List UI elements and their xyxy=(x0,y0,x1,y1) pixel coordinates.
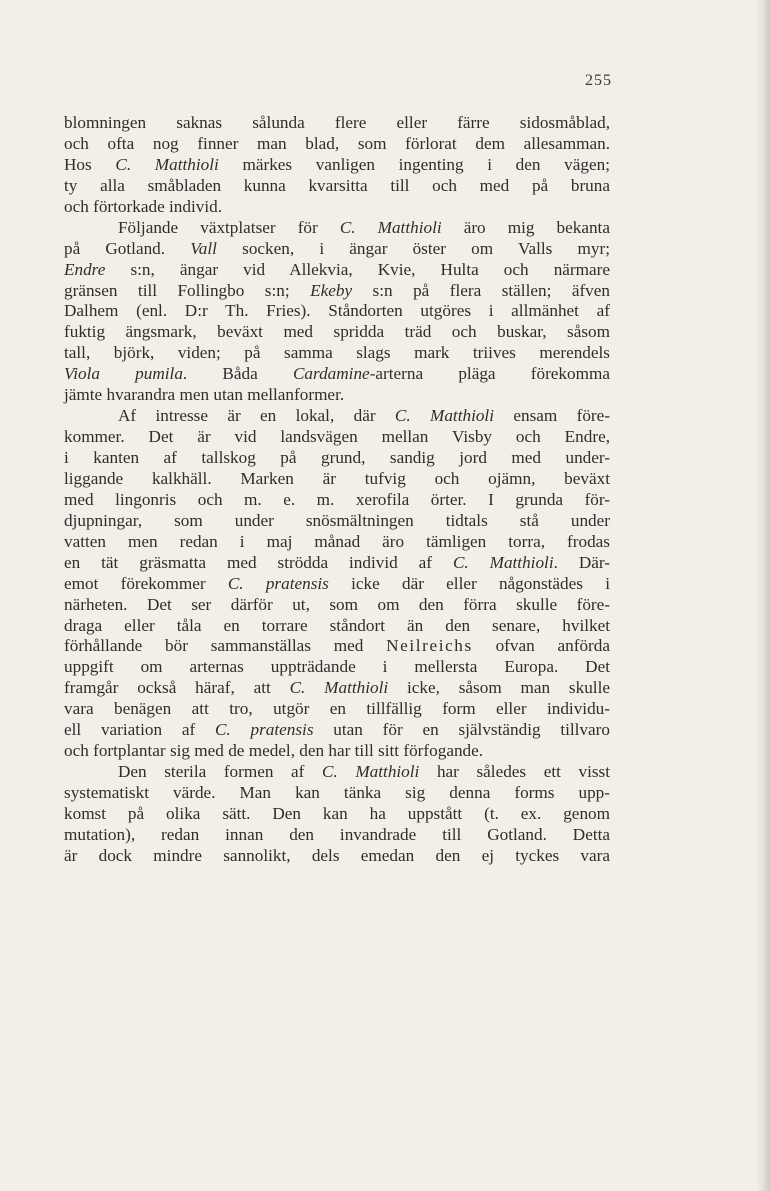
text-line xyxy=(64,239,610,260)
text-line xyxy=(64,490,610,511)
text-run: uppgift om arternas uppträdande i mellersta Europa. Det xyxy=(64,657,610,677)
text-run: komst på olika sätt. Den kan ha uppstått (t. ex. genom xyxy=(64,803,610,823)
text-run: Hos xyxy=(64,154,116,174)
text-line xyxy=(64,322,610,343)
text-line xyxy=(64,574,610,595)
text-run: ensam före- xyxy=(494,406,610,426)
text-run: närheten. Det ser därför ut, som om den förra skulle före- xyxy=(64,594,610,614)
spaced-name: Neilreichs xyxy=(386,636,473,656)
text-run: på Gotland. xyxy=(64,238,191,258)
text-line xyxy=(64,699,610,720)
page-edge-shadow xyxy=(756,0,770,1191)
text-run: gränsen till Follingbo s:n; xyxy=(64,280,311,300)
page-number: 255 xyxy=(585,72,612,89)
text-run: och ofta nog finner man blad, som förlorat dem allesamman. xyxy=(64,133,610,153)
paragraph xyxy=(64,406,610,762)
text-run: förhållande bör sammanställas med xyxy=(64,636,387,656)
italic-taxon: C. Matthioli xyxy=(115,154,219,174)
text-line xyxy=(64,678,610,699)
text-line xyxy=(64,134,610,155)
text-run: framgår också häraf, att xyxy=(64,678,290,698)
text-run: märkes vanligen ingenting i den vägen; xyxy=(218,154,610,174)
text-run: emot förekommer xyxy=(64,573,228,593)
text-run: vara benägen att tro, utgör en tillfällig form eller individu- xyxy=(64,699,610,719)
text-run: . Där- xyxy=(553,552,610,572)
text-line xyxy=(64,448,610,469)
text-line xyxy=(64,364,610,385)
italic-taxon: Viola pumila xyxy=(64,364,183,384)
text-run: ty alla småbladen kunna kvarsitta till och med på bruna xyxy=(64,175,610,195)
text-line xyxy=(64,741,610,762)
italic-taxon: C. Matthioli xyxy=(339,217,442,237)
text-run: är dock mindre sannolikt, dels emedan den ej tyckes vara xyxy=(64,845,610,865)
text-line xyxy=(64,636,610,657)
text-run: fuktig ängsmark, beväxt med spridda träd och buskar, såsom xyxy=(64,322,610,342)
italic-taxon: Cardamine xyxy=(292,364,370,384)
text-run: liggande kalkhäll. Marken är tufvig och ojämn, beväxt xyxy=(64,468,610,488)
italic-taxon: C. Matthioli xyxy=(394,406,494,426)
text-run: med lingonris och m. e. m. xerofila örter. I grunda för- xyxy=(64,489,610,509)
text-run: Följande växtplatser för xyxy=(118,217,340,237)
text-run: socken, i ängar öster om Valls myr; xyxy=(216,238,610,258)
text-run: s:n, ängar vid Allekvia, Kvie, Hulta och närmare xyxy=(105,259,610,279)
text-line xyxy=(64,846,610,867)
text-line xyxy=(64,616,610,637)
text-line xyxy=(64,469,610,490)
text-run: Dalhem (enl. D:r Th. Fries). Ståndorten utgöres i allmänhet af xyxy=(64,301,610,321)
text-run: djupningar, som under snösmältningen tidtals stå under xyxy=(64,510,610,530)
text-run: kommer. Det är vid landsvägen mellan Visby och Endre, xyxy=(64,427,610,447)
text-run: . Båda xyxy=(182,364,293,384)
italic-taxon: C. Matthioli xyxy=(452,552,554,572)
text-line xyxy=(64,197,610,218)
text-line xyxy=(64,553,610,574)
italic-taxon: Endre xyxy=(64,259,106,279)
text-run: icke, såsom man skulle xyxy=(388,678,610,698)
text-line xyxy=(64,385,610,406)
text-run: utan för en självständig tillvaro xyxy=(313,720,610,740)
text-line xyxy=(64,155,610,176)
text-line xyxy=(64,260,610,281)
text-run: Af intresse är en lokal, där xyxy=(118,406,395,426)
text-run: och förtorkade individ. xyxy=(64,196,222,216)
text-run: jämte hvarandra men utan mellanformer. xyxy=(64,385,345,405)
text-line xyxy=(64,762,610,783)
text-run: ofvan anförda xyxy=(472,636,610,656)
text-run: vatten men redan i maj månad äro tämligen torra, frodas xyxy=(64,531,610,551)
text-run: systematiskt värde. Man kan tänka sig denna forms upp- xyxy=(64,783,610,802)
text-run: s:n på flera ställen; äfven xyxy=(352,280,610,300)
text-run: draga eller tåla en torrare ståndort än den senare, hvilket xyxy=(64,615,610,635)
text-line xyxy=(64,825,610,846)
italic-taxon: C. Matthioli xyxy=(322,762,420,782)
text-run: och fortplantar sig med de medel, den har till sitt förfogande. xyxy=(64,741,484,761)
text-line xyxy=(64,511,610,532)
text-line xyxy=(64,406,610,427)
text-run: Den sterila formen af xyxy=(118,762,322,782)
text-line xyxy=(64,176,610,197)
text-run: -arterna pläga förekomma xyxy=(369,364,610,384)
text-line xyxy=(64,301,610,322)
paragraph xyxy=(64,762,610,867)
body-text xyxy=(64,113,610,867)
text-line xyxy=(64,595,610,616)
text-line xyxy=(64,804,610,825)
italic-taxon: Ekeby xyxy=(310,280,353,300)
text-run: har således ett visst xyxy=(419,762,610,782)
text-run: mutation), redan innan den invandrade till Gotland. Detta xyxy=(64,824,610,844)
italic-taxon: Vall xyxy=(190,238,217,258)
text-line xyxy=(64,657,610,678)
paragraph xyxy=(64,218,610,406)
text-run: äro mig bekanta xyxy=(441,217,610,237)
text-run: tall, björk, viden; på samma slags mark triives merendels xyxy=(64,343,610,363)
italic-taxon: C. pratensis xyxy=(214,720,314,740)
text-line xyxy=(64,783,610,804)
text-line xyxy=(64,218,610,239)
italic-taxon: C. Matthioli xyxy=(289,678,389,698)
text-line xyxy=(64,720,610,741)
text-line xyxy=(64,281,610,302)
text-run: en tät gräsmatta med strödda individ af xyxy=(64,552,453,572)
text-run: ell variation af xyxy=(64,720,215,740)
text-line xyxy=(64,427,610,448)
text-run: i kanten af tallskog på grund, sandig jord med under- xyxy=(64,448,610,467)
text-line xyxy=(64,343,610,364)
text-run: icke där eller någonstädes i xyxy=(328,573,610,593)
italic-taxon: C. pratensis xyxy=(227,573,329,593)
text-line xyxy=(64,113,610,134)
text-run: blomningen saknas sålunda flere eller färre sidosmåblad, xyxy=(64,113,610,132)
text-line xyxy=(64,532,610,553)
paragraph xyxy=(64,113,610,218)
